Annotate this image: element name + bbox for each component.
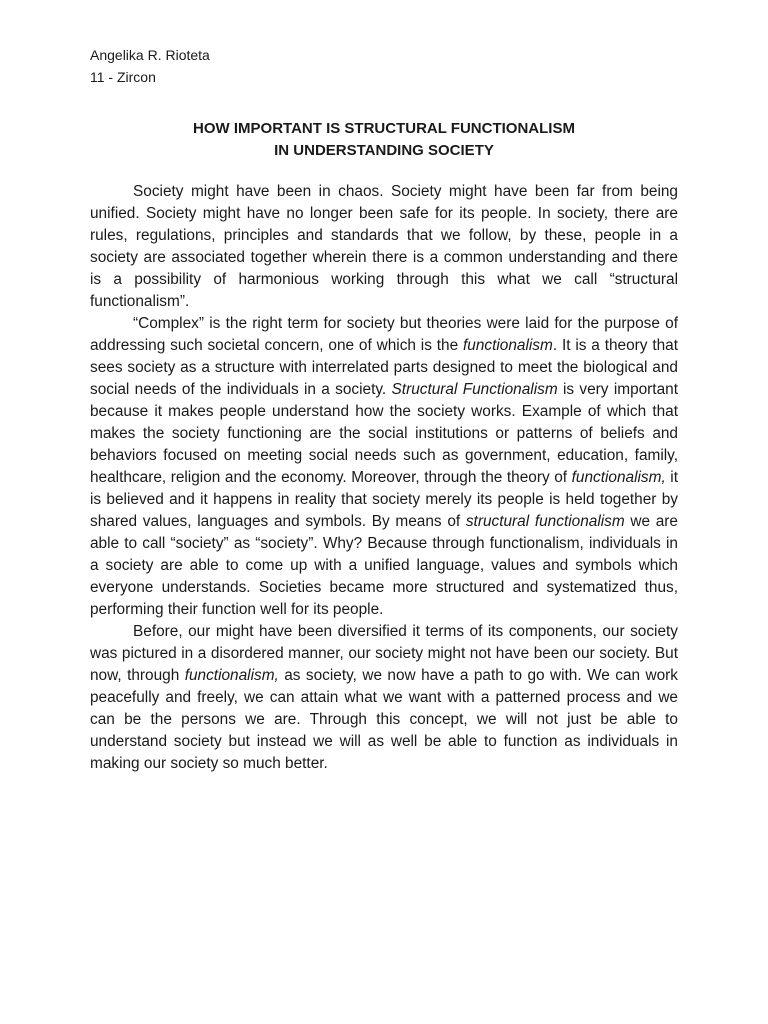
paragraph-text: is very important because it makes people understand how the society works. Example of which that makes the society functioning are the social institutions or patterns of beliefs and behaviors focused on meeting social needs such as government, education, family, healthcare, religion and the economy. Moreover, through the theory of	[90, 381, 678, 486]
author-header	[90, 44, 210, 88]
title-line-1: HOW IMPORTANT IS STRUCTURAL FUNCTIONALISM	[193, 120, 575, 137]
paragraph-2	[90, 313, 678, 621]
class-section: 11 - Zircon	[90, 69, 156, 85]
italic-term: Structural Functionalism	[391, 381, 558, 398]
essay-body	[90, 181, 678, 775]
paragraph-text: Before, our might have been diversified it terms of its components, our society was pictured in a disordered manner, our society might not have been our society. But now, through	[90, 623, 678, 684]
title-line-2: IN UNDERSTANDING SOCIETY	[274, 142, 494, 159]
paragraph-text: . It is a theory that sees society as a structure with interrelated parts designed to meet the biological and social needs of the individuals in a society.	[90, 337, 678, 398]
paragraph-text: Society might have been in chaos. Society might have been far from being unified. Society might have no longer been safe for its people. In society, there are rules, regulations, principles and standards that we follow, by these, people in a society are associated together wherein there is a common understanding and there is a possibility of harmonious working through this what we call “structural functionalism”.	[90, 183, 678, 310]
paragraph-text: as society, we now have a path to go with. We can work peacefully and freely, we can attain what we want with a patterned process and we can be the persons we are. Through this concept, we will not just be able to understand society but instead we will as well be able to function as individuals in making our society so much better.	[90, 667, 679, 772]
essay-title	[90, 118, 678, 162]
italic-term: structural functionalism	[465, 513, 625, 530]
paragraph-1	[90, 181, 678, 313]
italic-term: functionalism,	[571, 469, 666, 486]
paragraph-text: we are able to call “society” as “society”. Why? Because through functionalism, individuals in a society are able to come up with a unified language, values and symbols which everyone understands. Societies became more structured and systematized thus, performing their function well for its people.	[90, 513, 678, 618]
author-name: Angelika R. Rioteta	[90, 47, 210, 63]
italic-term: functionalism	[463, 337, 553, 354]
paragraph-text: “Complex” is the right term for society but theories were laid for the purpose of addressing such societal concern, one of which is the	[90, 315, 678, 354]
paragraph-text: it is believed and it happens in reality that society merely its people is held together by shared values, languages and symbols. By means of	[90, 469, 678, 530]
paragraph-3	[90, 621, 678, 775]
italic-term: functionalism,	[184, 667, 279, 684]
